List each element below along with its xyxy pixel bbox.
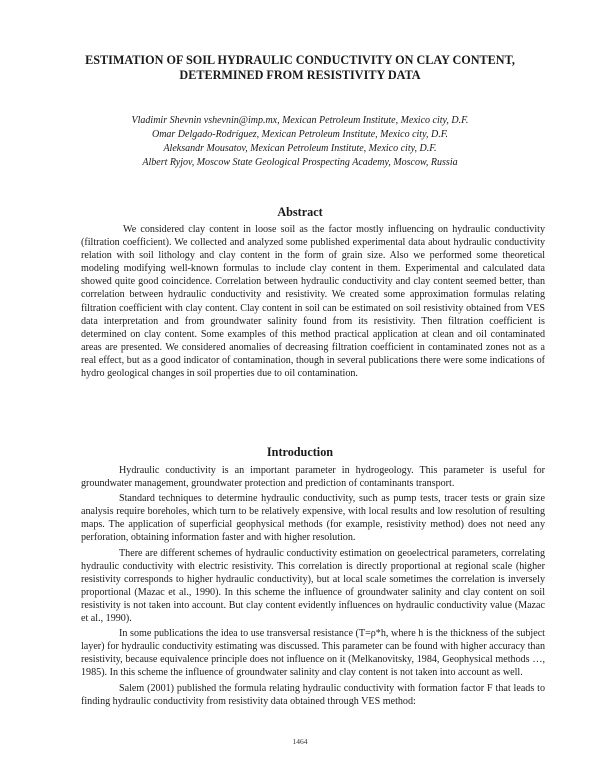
introduction-body [81,464,545,710]
author-line: Vladimir Shevnin vshevnin@imp.mx, Mexican Petroleum Institute, Mexico city, D.F. [131,115,469,126]
author-line: Omar Delgado-Rodríguez, Mexican Petroleum Institute, Mexico city, D.F. [151,129,449,140]
page-number: 1464 [292,737,308,746]
author-line: Albert Ryjov, Moscow State Geological Prospecting Academy, Moscow, Russia [142,157,458,168]
introduction-paragraph: There are different schemes of hydraulic conductivity estimation on geoelectrical parameters, correlating hydraulic conductivity with electric resistivity. This correlation is directly proportional at regional scale (higher resistivity corresponds to higher hydraulic conductivity), but at local scale sometimes the correlation is inversely proportional (Mazac et al., 1990). In this scheme the influence of groundwater salinity and clay content on soil resistivity is not taken into account. But clay content evidently influences on hydraulic conductivity value (Mazac et al., 1990). [81,547,545,625]
introduction-paragraph: In some publications the idea to use transversal resistance (T=ρ*h, where h is the thickness of the subject layer) for hydraulic conductivity estimating was discussed. This parameter can be found with higher accuracy than resistivity, because equivalence principle does not influence on it (Melkanovitsky, 1984, Geophysical methods …, 1985). In this scheme the influence of groundwater salinity and clay content is not taken into account as well. [81,628,545,679]
introduction-heading: Introduction [266,445,334,459]
abstract-heading: Abstract [277,205,323,219]
author-line: Aleksandr Mousatov, Mexican Petroleum Institute, Mexico city, D.F. [163,143,437,154]
paper-title [40,53,560,83]
introduction-paragraph: Hydraulic conductivity is an important parameter in hydrogeology. This parameter is useful for groundwater management, groundwater protection and prediction of contaminants transport. [81,465,545,490]
introduction-paragraph: Standard techniques to determine hydraulic conductivity, such as pump tests, tracer tests or grain size analysis require boreholes, which turn to be relatively expensive, with local results and low resolution of resulting maps. The application of superficial geophysical methods (for example, resistivity method) does not need any perforation, obtaining information faster and with higher resolution. [81,493,545,544]
paper-title-line-2: DETERMINED FROM RESISTIVITY DATA [179,68,421,82]
paper-title-line-1: ESTIMATION OF SOIL HYDRAULIC CONDUCTIVITY ON CLAY CONTENT, [85,53,515,67]
author-list [40,114,560,170]
abstract-text: We considered clay content in loose soil as the factor mostly influencing on hydraulic conductivity (filtration coefficient). We collected and analyzed some published experimental data about hydraulic conductivity relation with soil lithology and clay content in the form of grain size. Also we performed some theoretical modeling modifying well-known formulas to include clay content in them. Experimental and calculated data showed quite good coincidence. Correlation between hydraulic conductivity and clay content seemed better, than correlation between hydraulic conductivity and resistivity. We created some approximation formulas relating filtration coefficient with clay content. Clay content in soil can be estimated on soil resistivity obtained from VES data interpretation and from groundwater salinity found from its resistivity. Then filtration coefficient is determined on clay content. Some examples of this method practical application at clean and oil contaminated areas are presented. We considered anomalies of decreasing filtration coefficient in contaminated zones not as a real effect, but as a good indicator of contamination, though in several publications there were some indications of hydro geological changes in soil properties due to oil contamination. [81,224,545,380]
introduction-paragraph: Salem (2001) published the formula relating hydraulic conductivity with formation factor F that leads to finding hydraulic conductivity from resistivity data obtained through VES method: [81,682,545,707]
